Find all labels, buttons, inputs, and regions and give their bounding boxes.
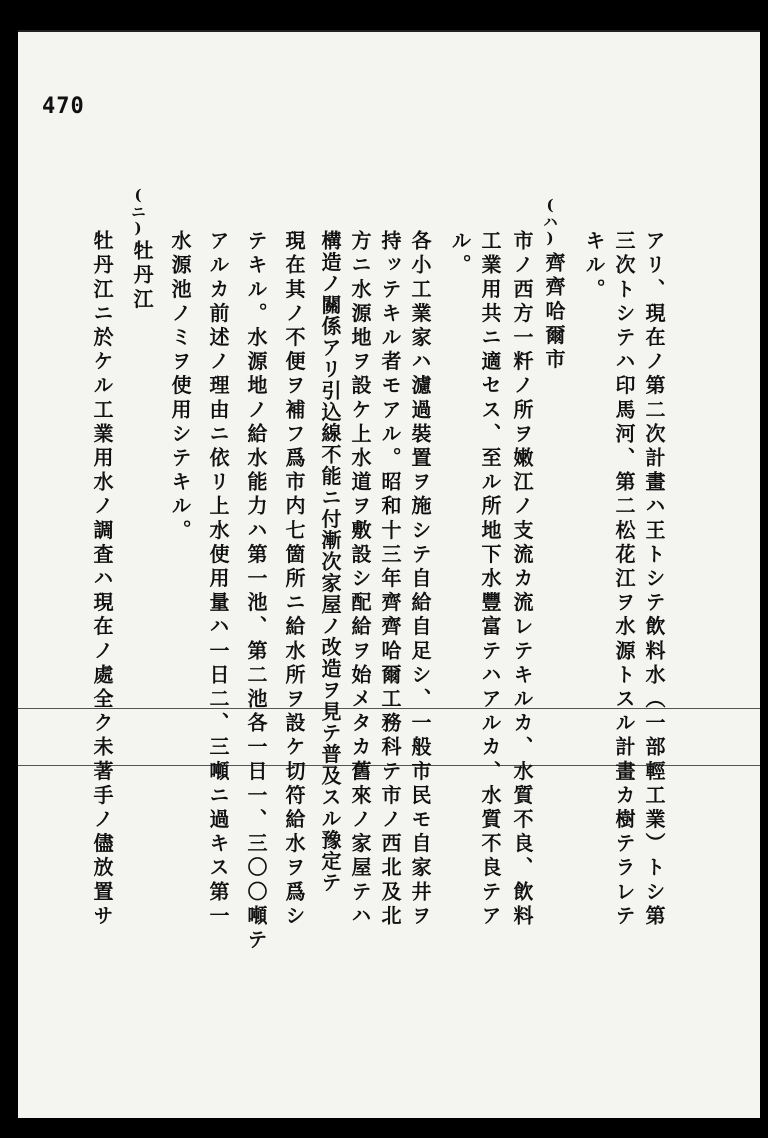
section-heading-mudanjiang: 牡丹江 [130,240,154,313]
text-column-1: アリ、現在ノ第二次計畫ハ王トシテ飲料水（一部輕工業）トシ第 [642,230,666,929]
text-column-5: 市ノ西方一粁ノ所ヲ嫩江ノ支流カ流レテキルカ、水質不良、飲料 [510,230,534,929]
text-column-8: 各小工業家ハ濾過裝置ヲ施シテ自給自足シ、一般市民モ自家井ヲ [408,230,432,929]
scan-edge-top [18,30,760,32]
text-column-10: 方ニ水源地ヲ設ケ上水道ヲ敷設シ配給ヲ始メタカ舊來ノ家屋テハ [348,230,372,929]
text-column-12: テキル。水源地ノ給水能力ハ第一池、第二池各一日一、三〇〇噸テ [244,230,268,953]
text-column-13: 現在其ノ不便ヲ補フ爲市内七箇所ニ給水所ヲ設ケ切符給水ヲ爲シ [282,230,306,929]
section-marker-ha: (ハ) [541,196,559,247]
text-column-14: アルカ前述ノ理由ニ依リ上水使用量ハ一日二、三噸ニ過キス第一 [206,230,230,929]
text-column-7: ル。 [448,230,472,279]
section-marker-ni: (ニ) [129,186,147,237]
page-number: 470 [42,94,85,119]
text-column-11: 構造ノ關係アリ引込線不能ニ付漸次家屋ノ改造ヲ見テ普及スル豫定テ [318,230,342,894]
text-column-15: 水源池ノミヲ使用シテキル。 [168,230,192,544]
document-page [18,30,760,1118]
text-column-17: 牡丹江ニ於ケル工業用水ノ調査ハ現在ノ處全ク未著手ノ儘放置サ [90,230,114,929]
text-column-2: 三次トシテハ印馬河、第二松花江ヲ水源トスル計畫カ樹テラレテ [612,230,636,929]
text-column-6: 工業用共ニ適セス、至ル所地下水豐富テハアルカ、水質不良テア [478,230,502,929]
section-heading-qiqihar: 齊齊哈爾市 [542,252,566,373]
text-column-9: 持ッテキル者モアル。昭和十三年齊齊哈爾工務科テ市ノ西北及北 [378,230,402,929]
text-column-3: キル。 [582,230,606,303]
